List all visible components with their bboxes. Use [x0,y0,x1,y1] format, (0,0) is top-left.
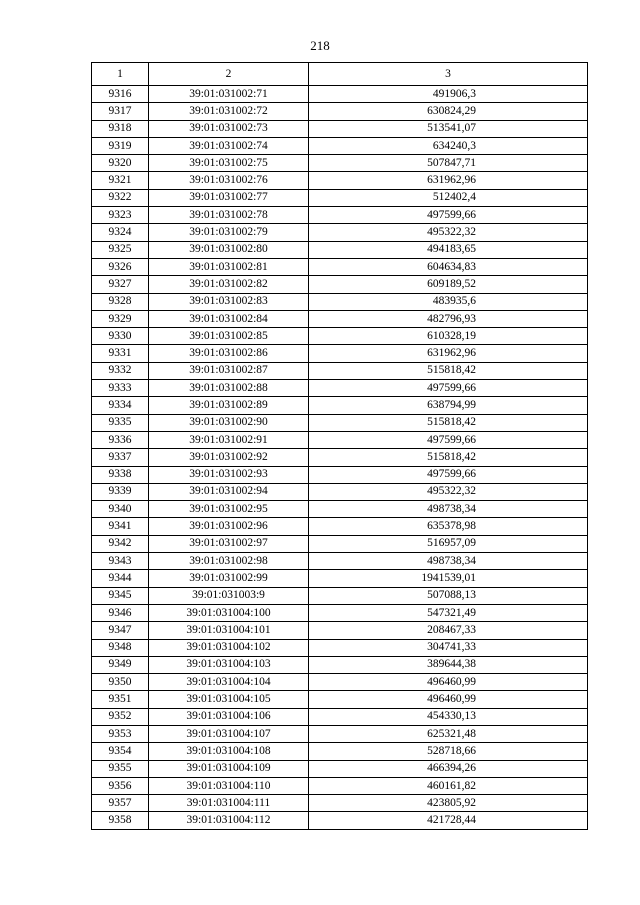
page-number: 218 [310,38,330,53]
cell-cadastral-number: 39:01:031002:80 [149,241,309,258]
table-body [92,86,588,830]
cell-cadastral-number: 39:01:031002:88 [149,380,309,397]
table-row [92,812,588,829]
table-row [92,535,588,552]
cell-cadastral-number: 39:01:031004:108 [149,743,309,760]
cell-cadastral-number: 39:01:031004:110 [149,777,309,794]
cell-cadastral-number: 39:01:031004:107 [149,725,309,742]
table-row [92,172,588,189]
cell-cadastral-number: 39:01:031002:83 [149,293,309,310]
cell-area: 513541,07 [309,120,588,137]
cell-row-number: 9338 [92,466,149,483]
cell-area: 547321,49 [309,604,588,621]
table-row [92,189,588,206]
cell-row-number: 9341 [92,518,149,535]
table-row [92,604,588,621]
cell-area: 630824,29 [309,103,588,120]
cell-row-number: 9337 [92,449,149,466]
cell-cadastral-number: 39:01:031002:84 [149,310,309,327]
table-row [92,120,588,137]
cell-area: 304741,33 [309,639,588,656]
cell-row-number: 9344 [92,570,149,587]
table-row [92,760,588,777]
cell-cadastral-number: 39:01:031002:73 [149,120,309,137]
cell-row-number: 9329 [92,310,149,327]
cell-cadastral-number: 39:01:031002:95 [149,501,309,518]
table-row [92,86,588,103]
cell-cadastral-number: 39:01:031004:101 [149,622,309,639]
cell-area: 1941539,01 [309,570,588,587]
cell-row-number: 9340 [92,501,149,518]
table-header [92,63,588,86]
table-row [92,241,588,258]
table-row [92,708,588,725]
cell-row-number: 9354 [92,743,149,760]
cell-area: 625321,48 [309,725,588,742]
cell-area: 528718,66 [309,743,588,760]
cell-row-number: 9342 [92,535,149,552]
table-row [92,258,588,275]
cell-row-number: 9356 [92,777,149,794]
table-row [92,328,588,345]
table-row [92,414,588,431]
cell-area: 515818,42 [309,449,588,466]
table-row [92,553,588,570]
cell-area: 631962,96 [309,172,588,189]
table-row [92,777,588,794]
cell-row-number: 9350 [92,674,149,691]
table-row [92,397,588,414]
cell-row-number: 9333 [92,380,149,397]
table-row [92,103,588,120]
cell-cadastral-number: 39:01:031002:82 [149,276,309,293]
table-row [92,725,588,742]
cell-area: 495322,32 [309,224,588,241]
cell-area: 495322,32 [309,483,588,500]
cell-area: 498738,34 [309,553,588,570]
table-row [92,362,588,379]
cell-area: 512402,4 [309,189,588,206]
cell-cadastral-number: 39:01:031002:90 [149,414,309,431]
cell-area: 635378,98 [309,518,588,535]
cell-area: 516957,09 [309,535,588,552]
cell-cadastral-number: 39:01:031002:91 [149,431,309,448]
cell-area: 609189,52 [309,276,588,293]
cell-cadastral-number: 39:01:031002:77 [149,189,309,206]
table-row [92,656,588,673]
cell-cadastral-number: 39:01:031004:102 [149,639,309,656]
cell-row-number: 9339 [92,483,149,500]
table-row [92,483,588,500]
cell-area: 498738,34 [309,501,588,518]
cell-area: 497599,66 [309,431,588,448]
cell-cadastral-number: 39:01:031002:72 [149,103,309,120]
cell-cadastral-number: 39:01:031002:99 [149,570,309,587]
cell-cadastral-number: 39:01:031004:109 [149,760,309,777]
cell-cadastral-number: 39:01:031002:79 [149,224,309,241]
cell-area: 454330,13 [309,708,588,725]
header-col-1: 1 [92,63,149,86]
table-row [92,691,588,708]
cell-cadastral-number: 39:01:031004:106 [149,708,309,725]
cell-row-number: 9322 [92,189,149,206]
table-row [92,466,588,483]
cell-row-number: 9347 [92,622,149,639]
cell-cadastral-number: 39:01:031004:100 [149,604,309,621]
cell-cadastral-number: 39:01:031002:89 [149,397,309,414]
cell-area: 515818,42 [309,414,588,431]
cell-row-number: 9348 [92,639,149,656]
table-row [92,207,588,224]
cell-row-number: 9353 [92,725,149,742]
cell-cadastral-number: 39:01:031002:86 [149,345,309,362]
table-row [92,310,588,327]
table-row [92,380,588,397]
cell-cadastral-number: 39:01:031002:96 [149,518,309,535]
table-row [92,431,588,448]
header-col-3: 3 [309,63,588,86]
cell-cadastral-number: 39:01:031002:85 [149,328,309,345]
table-row [92,674,588,691]
cell-cadastral-number: 39:01:031002:76 [149,172,309,189]
cell-row-number: 9343 [92,553,149,570]
table-row [92,587,588,604]
cell-cadastral-number: 39:01:031004:111 [149,795,309,812]
table-row [92,570,588,587]
cell-row-number: 9325 [92,241,149,258]
cell-area: 482796,93 [309,310,588,327]
table-row [92,224,588,241]
table-row [92,155,588,172]
cell-row-number: 9331 [92,345,149,362]
cell-cadastral-number: 39:01:031003:9 [149,587,309,604]
cell-cadastral-number: 39:01:031002:93 [149,466,309,483]
table-row [92,137,588,154]
cell-cadastral-number: 39:01:031002:97 [149,535,309,552]
cell-area: 497599,66 [309,380,588,397]
cell-area: 634240,3 [309,137,588,154]
cell-row-number: 9358 [92,812,149,829]
cell-row-number: 9357 [92,795,149,812]
cell-area: 497599,66 [309,207,588,224]
table-row [92,449,588,466]
cell-area: 423805,92 [309,795,588,812]
cell-area: 515818,42 [309,362,588,379]
cell-cadastral-number: 39:01:031002:74 [149,137,309,154]
cell-row-number: 9319 [92,137,149,154]
cell-row-number: 9335 [92,414,149,431]
cell-row-number: 9330 [92,328,149,345]
cell-row-number: 9324 [92,224,149,241]
cell-area: 496460,99 [309,691,588,708]
table-row [92,276,588,293]
cell-row-number: 9346 [92,604,149,621]
cell-row-number: 9326 [92,258,149,275]
cell-cadastral-number: 39:01:031002:87 [149,362,309,379]
cell-cadastral-number: 39:01:031004:105 [149,691,309,708]
cell-area: 507088,13 [309,587,588,604]
cell-row-number: 9332 [92,362,149,379]
cell-area: 631962,96 [309,345,588,362]
table-row [92,743,588,760]
header-col-2: 2 [149,63,309,86]
table-row [92,345,588,362]
cell-cadastral-number: 39:01:031002:92 [149,449,309,466]
cell-row-number: 9323 [92,207,149,224]
cell-area: 496460,99 [309,674,588,691]
cell-row-number: 9321 [92,172,149,189]
cell-cadastral-number: 39:01:031002:81 [149,258,309,275]
table-row [92,622,588,639]
cell-area: 483935,6 [309,293,588,310]
cell-area: 491906,3 [309,86,588,103]
cell-cadastral-number: 39:01:031004:103 [149,656,309,673]
cell-row-number: 9345 [92,587,149,604]
cell-area: 638794,99 [309,397,588,414]
cell-cadastral-number: 39:01:031002:78 [149,207,309,224]
table-row [92,795,588,812]
cell-cadastral-number: 39:01:031002:71 [149,86,309,103]
cell-row-number: 9352 [92,708,149,725]
table-row [92,293,588,310]
cell-area: 604634,83 [309,258,588,275]
cell-area: 208467,33 [309,622,588,639]
cell-area: 389644,38 [309,656,588,673]
cell-area: 421728,44 [309,812,588,829]
cell-row-number: 9320 [92,155,149,172]
table-row [92,501,588,518]
cell-cadastral-number: 39:01:031002:98 [149,553,309,570]
cell-cadastral-number: 39:01:031002:75 [149,155,309,172]
cell-row-number: 9334 [92,397,149,414]
cell-area: 610328,19 [309,328,588,345]
cell-area: 497599,66 [309,466,588,483]
table-row [92,518,588,535]
cell-row-number: 9317 [92,103,149,120]
registry-table [91,62,588,830]
cell-row-number: 9355 [92,760,149,777]
cell-row-number: 9318 [92,120,149,137]
cell-area: 466394,26 [309,760,588,777]
cell-row-number: 9316 [92,86,149,103]
cell-row-number: 9328 [92,293,149,310]
cell-row-number: 9349 [92,656,149,673]
cell-cadastral-number: 39:01:031004:104 [149,674,309,691]
cell-row-number: 9351 [92,691,149,708]
cell-area: 494183,65 [309,241,588,258]
cell-area: 507847,71 [309,155,588,172]
cell-row-number: 9336 [92,431,149,448]
table-row [92,639,588,656]
cell-cadastral-number: 39:01:031002:94 [149,483,309,500]
header-row [92,63,588,86]
cell-area: 460161,82 [309,777,588,794]
cell-row-number: 9327 [92,276,149,293]
cell-cadastral-number: 39:01:031004:112 [149,812,309,829]
